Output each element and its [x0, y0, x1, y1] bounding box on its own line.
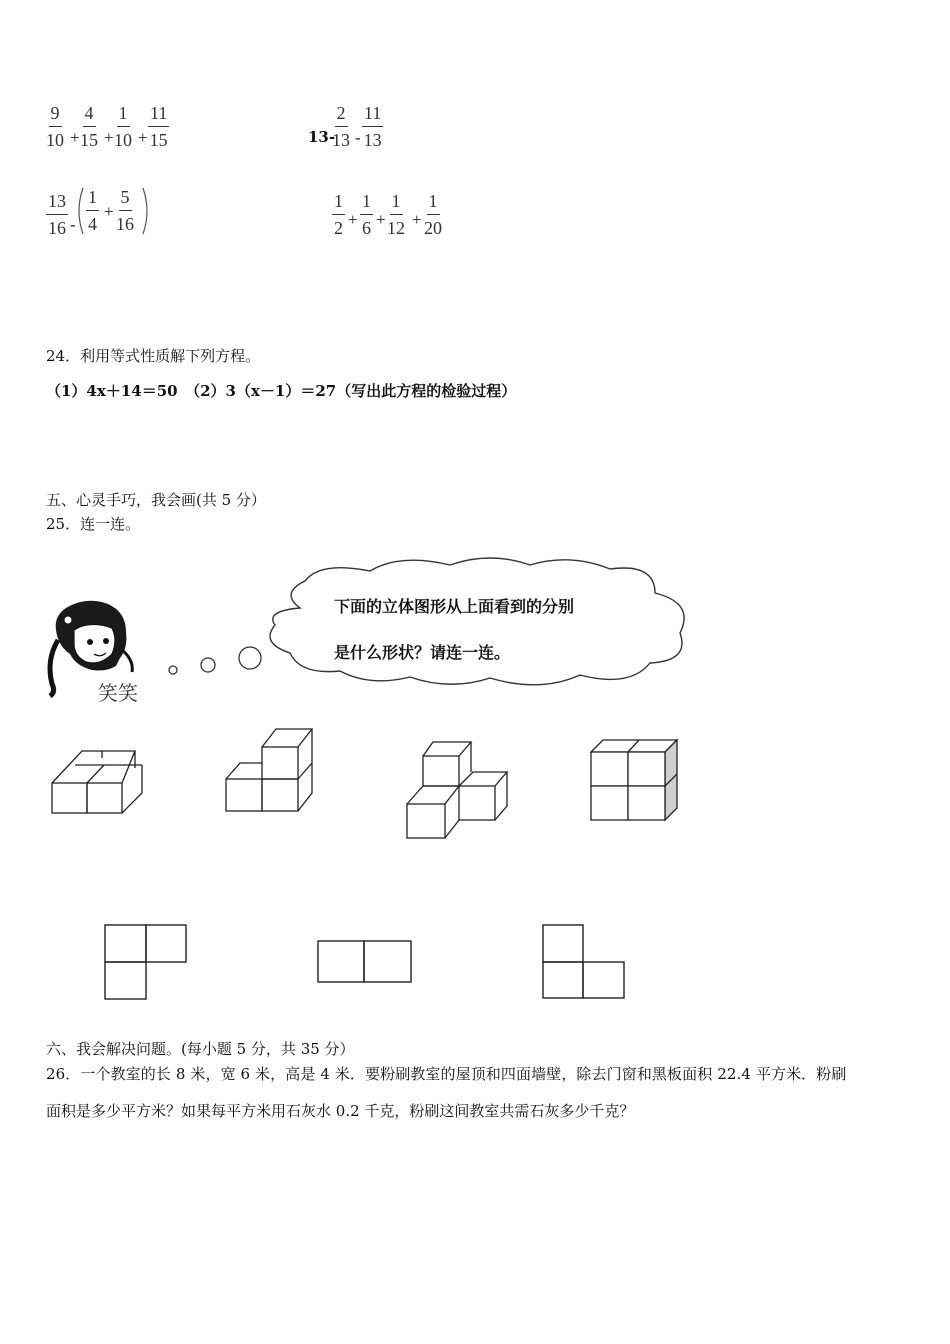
minus-sign: -	[70, 215, 76, 234]
solid-figure-1	[52, 748, 152, 818]
solid-figure-3	[405, 738, 515, 843]
plus-sign: +	[376, 210, 386, 229]
bubble-text-line-1: 下面的立体图形从上面看到的分别	[334, 597, 575, 616]
thought-bubbles	[165, 643, 275, 683]
top-view-shape-c	[542, 924, 632, 1004]
fraction: $\frac{13}{16}$	[48, 191, 66, 238]
leading-term: 13-	[308, 128, 336, 146]
fraction: $\frac{5}{16}$	[116, 187, 134, 234]
fraction: $\frac{11}{13}$	[363, 103, 382, 150]
fraction: $\frac{1}{20}$	[424, 191, 442, 238]
fraction: $\frac{1}{2}$	[334, 191, 343, 238]
plus-sign: +	[104, 202, 114, 221]
left-parenthesis	[74, 186, 86, 236]
fraction: $\frac{2}{13}$	[332, 103, 350, 150]
solid-figure-2	[226, 727, 326, 822]
plus-sign: +	[104, 128, 114, 147]
top-view-shape-a	[104, 924, 194, 1004]
question-24-title: 24．利用等式性质解下列方程。	[46, 347, 261, 365]
plus-sign: +	[412, 210, 422, 229]
fraction: $\frac{1}{4}$	[88, 187, 97, 234]
fraction: $\frac{9}{10}$	[46, 103, 64, 150]
question-26-line-2: 面积是多少平方米？如果每平方米用石灰水 0.2 千克，粉刷这间教室共需石灰多少千克？	[46, 1102, 635, 1120]
section-6-heading: 六、我会解决问题。(每小题 5 分，共 35 分）	[46, 1040, 355, 1058]
fraction: $\frac{11}{15}$	[149, 103, 168, 150]
plus-sign: +	[70, 128, 80, 147]
plus-sign: +	[348, 210, 358, 229]
fraction: $\frac{4}{15}$	[80, 103, 98, 150]
speech-cloud	[260, 553, 700, 693]
question-26-line-1: 26．一个教室的长 8 米，宽 6 米，高是 4 米．要粉刷教室的屋顶和四面墙壁，除去门窗和黑板面积 22.4 平方米．粉刷	[46, 1065, 847, 1083]
question-24-equations: （1）4x＋14＝50 （2）3（x－1）＝27（写出此方程的检验过程）	[46, 382, 517, 400]
fraction: $\frac{1}{6}$	[362, 191, 371, 238]
section-5-heading: 五、心灵手巧，我会画(共 5 分）	[46, 491, 266, 509]
minus-sign: -	[355, 128, 361, 147]
character-name: 笑笑	[98, 681, 138, 705]
top-view-shape-b	[317, 939, 417, 987]
right-parenthesis	[140, 186, 152, 236]
plus-sign: +	[138, 128, 148, 147]
solid-figure-4	[589, 738, 689, 828]
fraction: $\frac{1}{12}$	[387, 191, 405, 238]
bubble-text-line-2: 是什么形状？请连一连。	[334, 643, 511, 662]
question-25-title: 25．连一连。	[46, 515, 141, 533]
fraction: $\frac{1}{10}$	[114, 103, 132, 150]
